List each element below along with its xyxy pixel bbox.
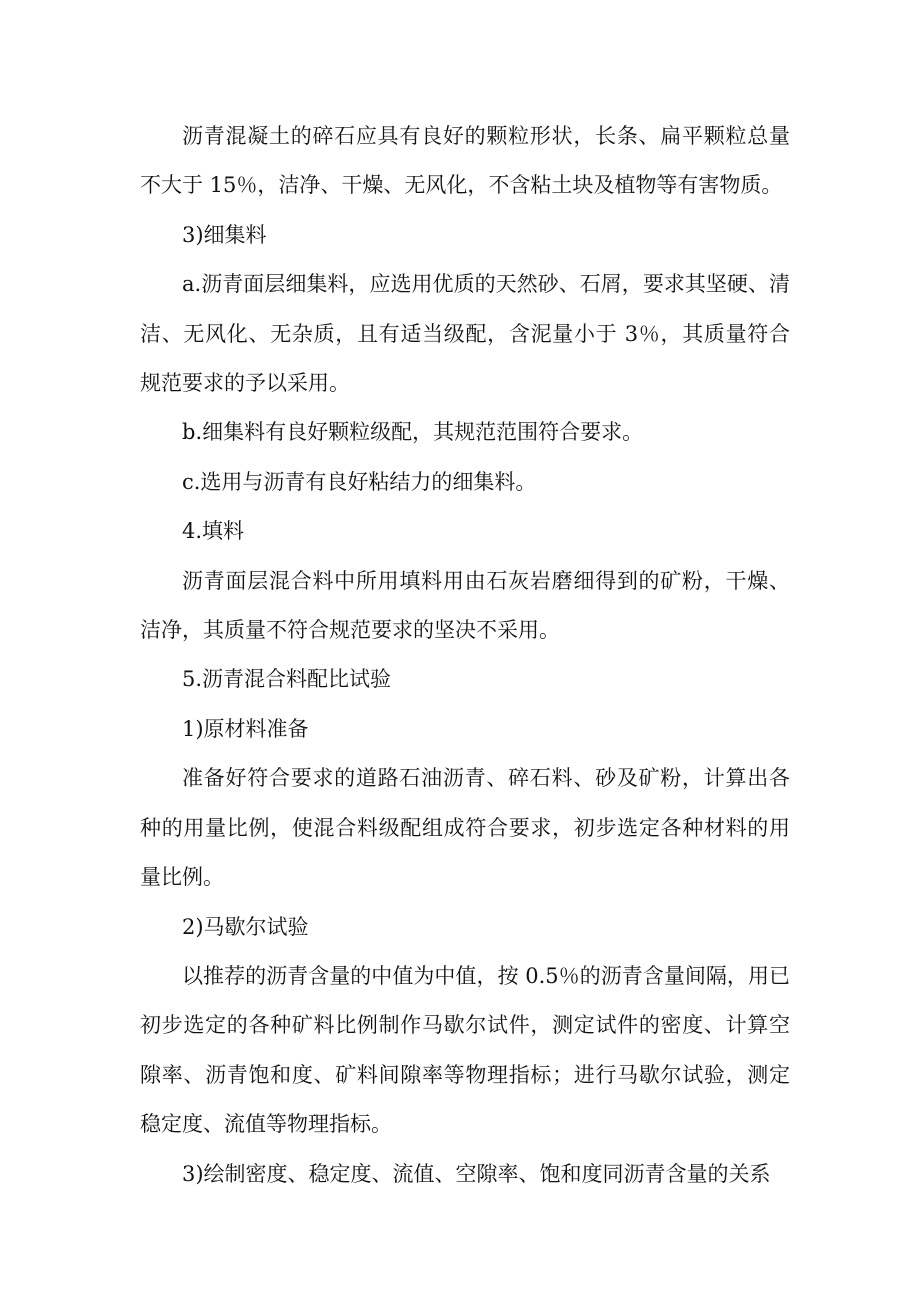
paragraph-fine-aggregate-b: b.细集料有良好颗粒级配，其规范范围符合要求。 <box>182 420 644 445</box>
paragraph-plot-relations: 3)绘制密度、稳定度、流值、空隙率、饱和度同沥青含量的关系 <box>182 1161 771 1186</box>
heading-mix-design-test: 5.沥青混合料配比试验 <box>182 667 392 692</box>
heading-raw-material-preparation: 1)原材料准备 <box>182 716 309 741</box>
paragraph-filler: 沥青面层混合料中所用填料用由石灰岩磨细得到的矿粉，干燥、洁净，其质量不符合规范要求的坚决不采用。 <box>140 568 790 643</box>
heading-filler: 4.填料 <box>182 519 245 544</box>
paragraph-coarse-aggregate-quality: 沥青混凝土的碎石应具有良好的颗粒形状，长条、扁平颗粒总量不大于 15％，洁净、干燥、无风化，不含粘土块及植物等有害物质。 <box>140 124 790 198</box>
heading-marshall-test: 2)马歇尔试验 <box>182 914 309 939</box>
paragraph-marshall-test: 以推荐的沥青含量的中值为中值，按 0.5％的沥青含量间隔，用已初步选定的各种矿料比例制作马歇尔试件，测定试件的密度、计算空隙率、沥青饱和度、矿料间隙率等物理指标；进行马歇尔试验，测定稳定度、流值等物理指标。 <box>140 963 790 1137</box>
heading-fine-aggregate: 3)细集料 <box>182 222 267 247</box>
document-body <box>140 112 790 1199</box>
paragraph-fine-aggregate-a: a.沥青面层细集料，应选用优质的天然砂、石屑，要求其坚硬、清洁、无风化、无杂质，且有适当级配，含泥量小于 3％，其质量符合规范要求的予以采用。 <box>140 272 790 396</box>
paragraph-fine-aggregate-c: c.选用与沥青有良好粘结力的细集料。 <box>182 469 537 494</box>
paragraph-raw-material-preparation: 准备好符合要求的道路石油沥青、碎石料、砂及矿粉，计算出各种的用量比例，使混合料级配组成符合要求，初步选定各种材料的用量比例。 <box>140 766 790 890</box>
